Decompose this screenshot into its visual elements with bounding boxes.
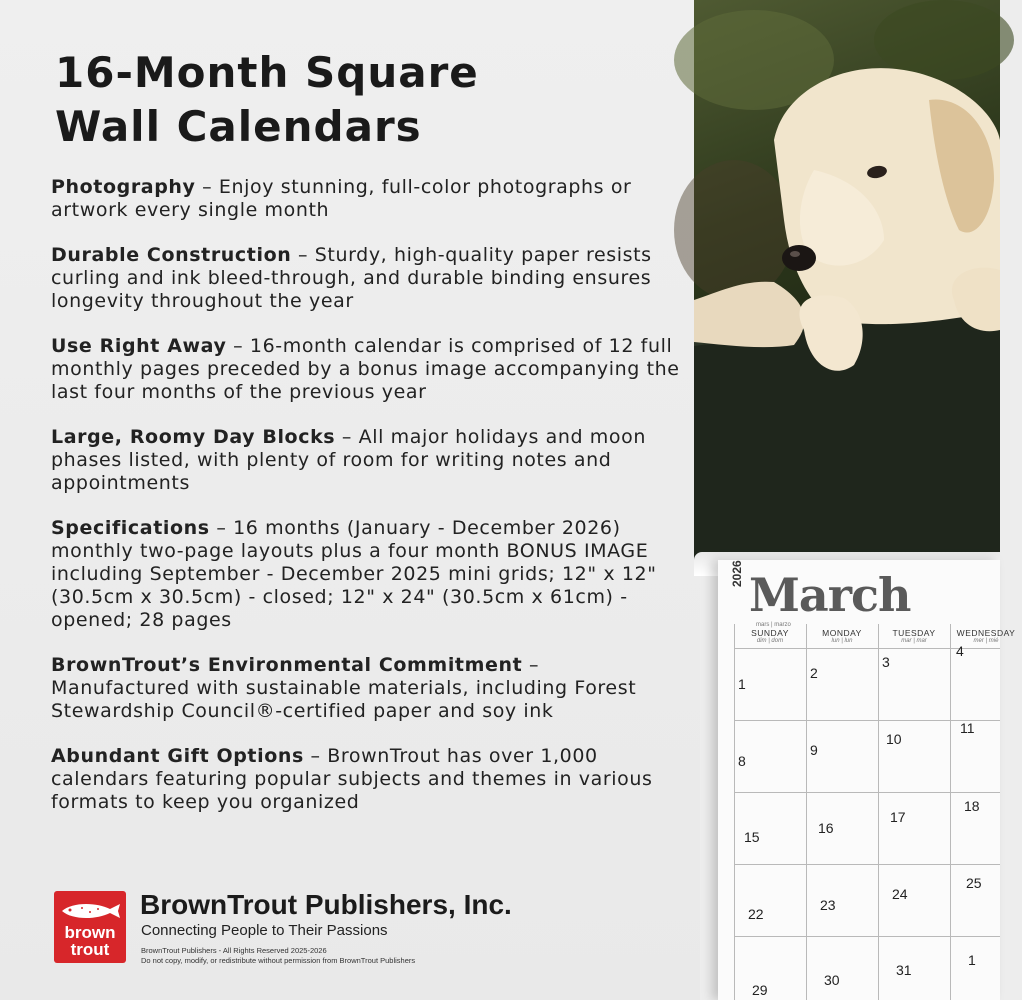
- grid-line: [734, 936, 1000, 937]
- feature-environmental: [51, 654, 681, 723]
- copyright-line-2: Do not copy, modify, or redistribute without permission from BrownTrout Publishers: [141, 956, 416, 965]
- date-cell: 17: [890, 809, 906, 825]
- date-cell: 4: [956, 643, 964, 659]
- calendar-month-translations: mars | marzo: [756, 622, 791, 628]
- grid-line: [734, 864, 1000, 865]
- day-header-wednesday: [950, 628, 1022, 644]
- feature-gift-options: [51, 745, 681, 814]
- date-cell: 1: [968, 952, 976, 968]
- publisher-block: [54, 890, 574, 970]
- date-cell: 24: [892, 886, 908, 902]
- logo-word-trout: trout: [70, 940, 110, 959]
- date-cell: 10: [886, 731, 902, 747]
- feature-heading: Durable Construction: [51, 244, 292, 266]
- feature-heading: Abundant Gift Options: [51, 745, 304, 767]
- browntrout-logo: [54, 891, 126, 963]
- feature-day-blocks: [51, 426, 681, 495]
- date-cell: 3: [882, 654, 890, 670]
- feature-heading: Photography: [51, 176, 196, 198]
- grid-line: [806, 624, 807, 1000]
- feature-text: – All major holidays and moon phases listed, with plenty of room for writing notes and appointments: [51, 426, 646, 494]
- date-cell: 15: [744, 829, 760, 845]
- feature-use-right-away: [51, 335, 681, 404]
- day-header-tuesday: [878, 628, 950, 644]
- feature-text: – Sturdy, high-quality paper resists curling and ink bleed-through, and durable binding ensures longevity throughout the year: [51, 244, 652, 312]
- feature-heading: Use Right Away: [51, 335, 227, 357]
- date-cell: 30: [824, 972, 840, 988]
- feature-text: – Enjoy stunning, full-color photographs or artwork every single month: [51, 176, 632, 221]
- feature-text: – Manufactured with sustainable materials, including Forest Stewardship Council®-certified paper and soy ink: [51, 654, 637, 722]
- page-title: [55, 46, 479, 154]
- copyright-line-1: BrownTrout Publishers - All Rights Reserved 2025-2026: [141, 946, 327, 955]
- grid-line: [734, 624, 735, 1000]
- fish-icon: [58, 899, 122, 923]
- puppy-photo: [694, 0, 1000, 560]
- tagline: Connecting People to Their Passions: [141, 922, 388, 939]
- date-cell: 31: [896, 962, 912, 978]
- day-name: SUNDAY: [751, 628, 789, 638]
- feature-list: [51, 176, 681, 836]
- date-cell: 25: [966, 875, 982, 891]
- day-translation: mer | mié: [973, 638, 999, 644]
- grid-line: [950, 624, 951, 1000]
- day-header-sunday: [734, 628, 806, 644]
- date-cell: 2: [810, 665, 818, 681]
- feature-heading: Specifications: [51, 517, 210, 539]
- title-line-1: 16-Month Square: [55, 48, 479, 97]
- grid-line: [734, 792, 1000, 793]
- day-translation: mar | mar: [901, 638, 927, 644]
- date-cell: 9: [810, 742, 818, 758]
- day-translation: dim | dom: [756, 638, 784, 644]
- calendar-year: 2026: [730, 560, 744, 587]
- date-cell: 1: [738, 676, 746, 692]
- feature-durable-construction: [51, 244, 681, 313]
- day-header-monday: [806, 628, 878, 644]
- date-cell: 8: [738, 753, 746, 769]
- company-name: BrownTrout Publishers, Inc.: [140, 889, 512, 920]
- date-cell: 22: [748, 906, 764, 922]
- date-cell: 29: [752, 982, 768, 998]
- date-cell: 18: [964, 798, 980, 814]
- puppy-illustration: [694, 0, 1000, 560]
- day-translation: lun | lun: [831, 638, 853, 644]
- date-cell: 23: [820, 897, 836, 913]
- feature-text: – 16-month calendar is comprised of 12 full monthly pages preceded by a bonus image accompanying the last four months of the previous year: [51, 335, 680, 403]
- feature-text: – BrownTrout has over 1,000 calendars featuring popular subjects and themes in various formats to keep you organized: [51, 745, 653, 813]
- day-name: TUESDAY: [892, 628, 936, 638]
- calendar-month: March: [749, 568, 911, 622]
- date-cell: 11: [960, 720, 975, 736]
- grid-line: [878, 624, 879, 1000]
- title-line-2: Wall Calendars: [55, 102, 422, 151]
- feature-specifications: [51, 517, 681, 632]
- day-name: MONDAY: [822, 628, 862, 638]
- date-cell: 16: [818, 820, 834, 836]
- calendar-page: [718, 560, 1016, 1000]
- feature-text: – 16 months (January - December 2026) monthly two-page layouts plus a four month BONUS IMAGE including September - December 2025 mini grids; 12" x 12" (30.5cm x 30.5cm) - closed; 12" x 24" (30.5cm x 61cm) - opened; 28 pages: [51, 517, 657, 631]
- copyright-notice: [141, 946, 415, 966]
- day-name: WEDNESDAY: [956, 628, 1016, 638]
- feature-heading: BrownTrout’s Environmental Commitment: [51, 654, 523, 676]
- feature-photography: [51, 176, 681, 222]
- logo-word-brown: brown: [64, 923, 116, 942]
- feature-heading: Large, Roomy Day Blocks: [51, 426, 336, 448]
